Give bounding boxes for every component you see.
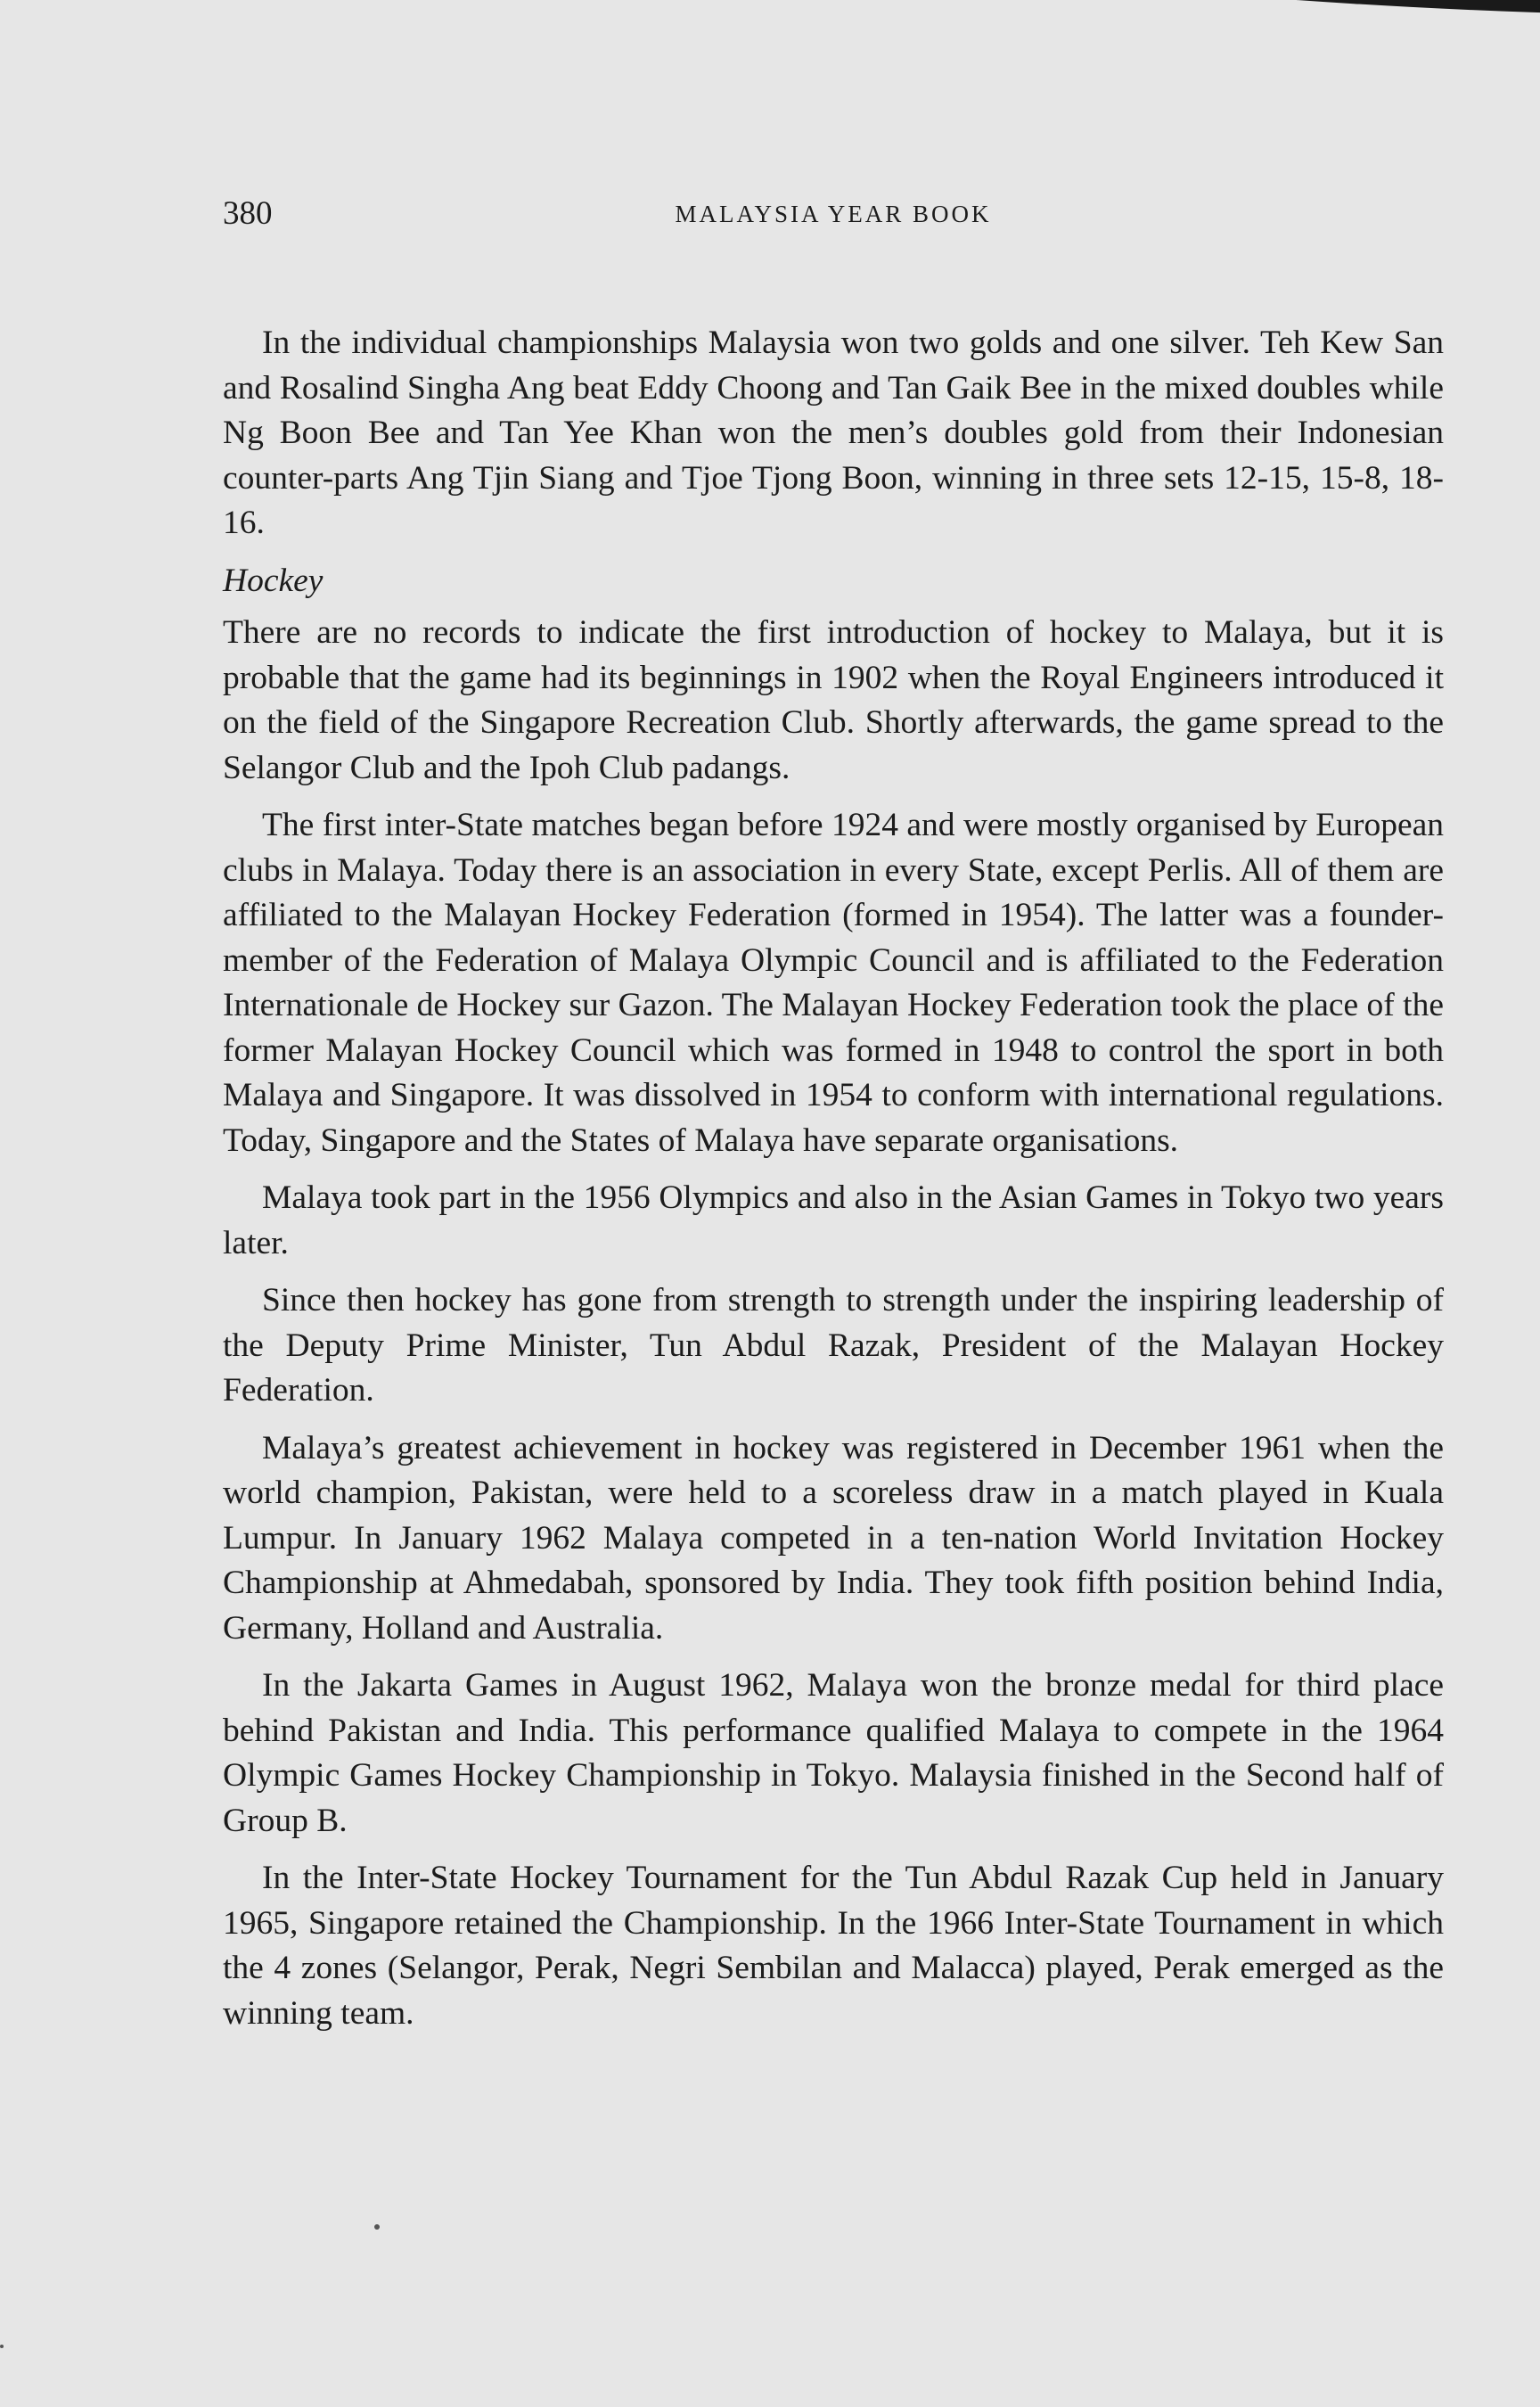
ink-speck — [374, 2224, 380, 2230]
paragraph-badminton-results: In the individual championships Malaysia won two golds and one silver. Teh Kew San and Rosalind Singha Ang beat Eddy Choong and Tan Gaik Bee in the mixed doubles while Ng Boon Bee and Tan Yee Khan won the men’s doubles gold from their Indonesian counter-parts Ang Tjin Siang and Tjoe Tjong Boon, winning in three sets 12-15, 15-8, 18-16. — [223, 324, 1444, 541]
paragraph-inter-state-tournament: In the Inter-State Hockey Tournament for the Tun Abdul Razak Cup held in January 1965, Singapore retained the Championship. In the 1966 Inter-State Tournament in which the 4 zones (Selangor, Perak, Negri Sembilan and Malacca) played, Perak emerged as the winning team. — [223, 1860, 1444, 2032]
paragraph-1956-olympics: Malaya took part in the 1956 Olympics and also in the Asian Games in Tokyo two years later. — [223, 1179, 1444, 1261]
paragraph-inter-state-matches: The first inter-State matches began before 1924 and were mostly organised by European clubs in Malaya. Today there is an association in every State, except Perlis. All of them are affiliated to the Malayan Hockey Federation (formed in 1954). The latter was a founder-member of the Federation of Malaya Olympic Council and is affiliated to the Federation Internationale de Hockey sur Gazon. The Malayan Hockey Federation took the place of the former Malayan Hockey Council which was formed in 1948 to control the sport in both Malaya and Singapore. It was dissolved in 1954 to conform with international regulations. Today, Singapore and the States of Malaya have separate organisations. — [223, 807, 1444, 1159]
book-page — [223, 189, 1444, 2049]
body-text — [223, 321, 1444, 2036]
running-head — [223, 189, 1444, 239]
paragraph-jakarta-games: In the Jakarta Games in August 1962, Malaya won the bronze medal for third place behind Pakistan and India. This performance qualified Malaya to compete in the 1964 Olympic Games Hockey Championship in Tokyo. Malaysia finished in the Second half of Group B. — [223, 1667, 1444, 1839]
paragraph-greatest-achievement: Malaya’s greatest achievement in hockey was registered in December 1961 when the world champion, Pakistan, were held to a scoreless draw in a match played in Kuala Lumpur. In January 1962 Malaya competed in a ten-nation World Invitation Hockey Championship at Ahmedabah, sponsored by India. They took fifth position behind India, Germany, Holland and Australia. — [223, 1429, 1444, 1647]
book-title: MALAYSIA YEAR BOOK — [675, 201, 992, 227]
scan-edge-shadow — [969, 0, 1540, 14]
ink-speck — [0, 2345, 4, 2348]
paragraph-leadership: Since then hockey has gone from strength to strength under the inspiring leadership of the Deputy Prime Minister, Tun Abdul Razak, President of the Malayan Hockey Federation. — [223, 1282, 1444, 1409]
page-number: 380 — [223, 195, 273, 232]
paragraph-hockey-origins: There are no records to indicate the first introduction of hockey to Malaya, but it is probable that the game had its beginnings in 1902 when the Royal Engineers introduced it on the field of the Singapore Recreation Club. Shortly afterwards, the game spread to the Selangor Club and the Ipoh Club padangs. — [223, 614, 1444, 786]
section-heading-hockey: Hockey — [223, 562, 324, 599]
